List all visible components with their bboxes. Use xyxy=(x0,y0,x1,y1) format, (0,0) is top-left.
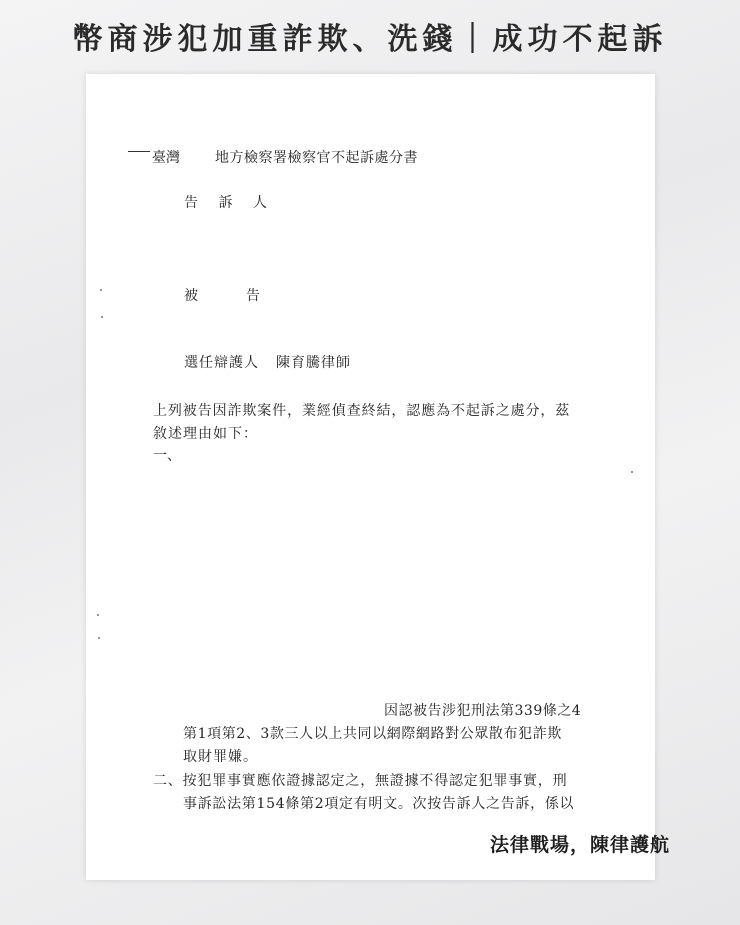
defendant-label-1: 被 xyxy=(184,288,198,304)
complainant-label: 告 訴 人 xyxy=(184,195,275,211)
scan-speck xyxy=(97,614,99,616)
title-dash xyxy=(128,151,150,152)
intro-line-1: 上列被告因詐欺案件，業經偵查終結，認應為不起訴之處分，茲 xyxy=(153,403,571,419)
defense-counsel-label: 選任辯護人 xyxy=(184,355,259,371)
doc-title-region: 臺灣 xyxy=(152,150,180,166)
scan-speck xyxy=(101,316,103,318)
item2-line-2: 事訴訟法第154條第2項定有明文。次按告訴人之告訴，係以 xyxy=(183,796,575,812)
defendant-label-2: 告 xyxy=(246,288,260,304)
doc-title: 地方檢察署檢察官不起訴處分書 xyxy=(215,150,418,166)
scan-speck xyxy=(631,471,633,473)
document-page xyxy=(86,74,655,880)
defense-counsel-name: 陳育騰律師 xyxy=(276,355,351,371)
intro-line-2: 敘述理由如下： xyxy=(153,426,258,442)
scan-speck xyxy=(100,289,102,291)
item2-line-1: 二、按犯罪事實應依證據認定之，無證據不得認定犯罪事實，刑 xyxy=(153,773,568,789)
charge-line-3: 取財罪嫌。 xyxy=(183,749,258,765)
header-title: 幣商涉犯加重詐欺、洗錢｜成功不起訴 xyxy=(72,22,668,57)
charge-line-1: 因認被告涉犯刑法第339條之4 xyxy=(384,703,582,719)
watermark-text: 法律戰場，陳律護航 xyxy=(489,834,670,856)
scan-speck xyxy=(98,637,100,639)
item1-marker: 一、 xyxy=(153,448,181,464)
charge-line-2: 第1項第2、3款三人以上共同以網際網路對公眾散布犯詐欺 xyxy=(183,726,562,742)
